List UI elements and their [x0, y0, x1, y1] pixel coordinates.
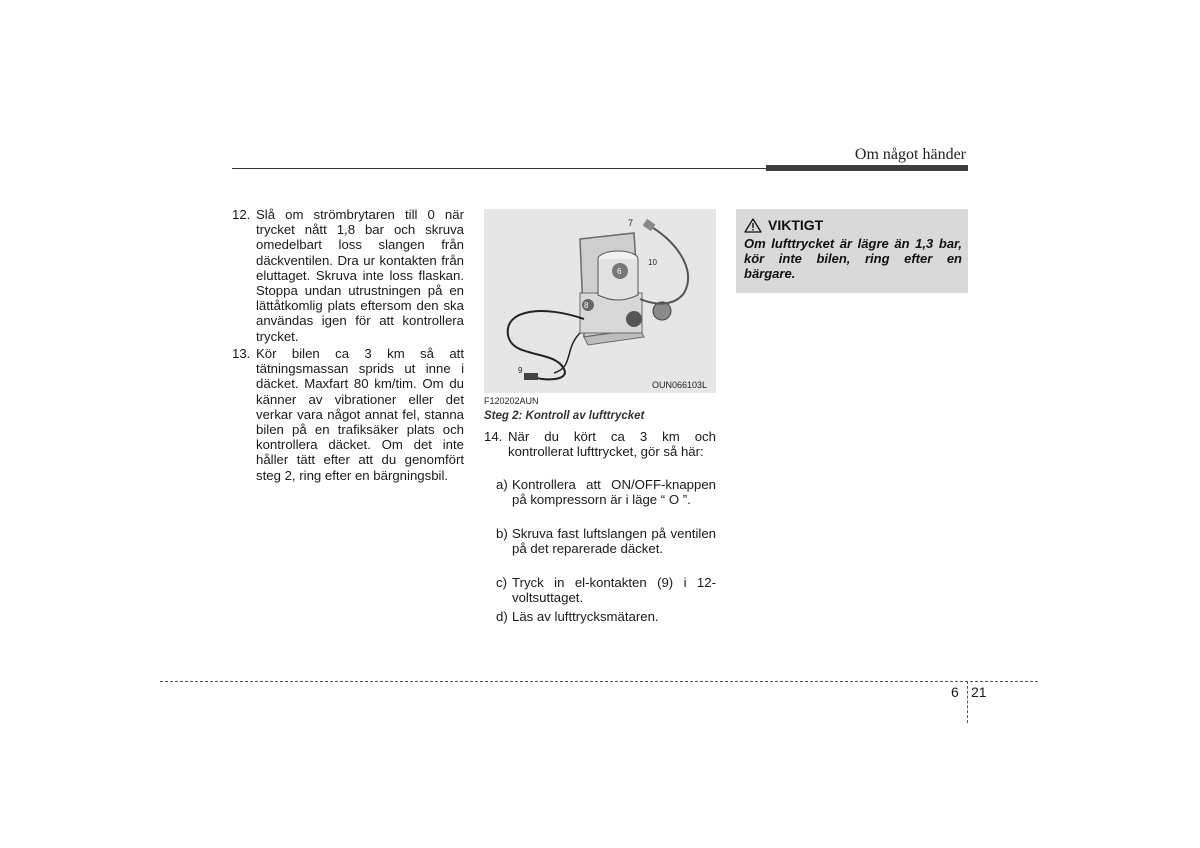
substep-text: Skruva fast luftslangen på ventilen på det reparerade däcket.: [512, 526, 716, 557]
step-number: 12.: [232, 207, 251, 222]
figure-code: OUN066103L: [652, 380, 708, 390]
substep-label: c): [496, 575, 507, 590]
substep-label: a): [496, 477, 508, 492]
callout-7: 7: [628, 218, 634, 228]
figure-reference-code: F120202AUN: [484, 396, 539, 406]
step-text: Kör bilen ca 3 km så att tätningsmassan sprids ut inne i däcket. Maxfart 80 km/tim. Om du känner av vibrationer eller det verkar vara något annat fel, stanna bilen på en trafiksäker plats och kontrollera däcket. Om det inte håller tätt efter att du genomfört steg 2, ring efter en bärgningsbil.: [256, 346, 464, 483]
warning-triangle-icon: [744, 218, 762, 233]
callout-6: 6: [617, 267, 622, 276]
substep-d: [496, 609, 716, 624]
step-text: När du kört ca 3 km och kontrollerat lufttrycket, gör så här:: [508, 429, 716, 460]
repair-kit-illustration: [484, 209, 716, 393]
substep-text: Tryck in el-kontakten (9) i 12-voltsuttaget.: [512, 575, 716, 606]
step-number: 14.: [484, 429, 503, 444]
repair-kit-figure: [484, 209, 716, 393]
substep-label: d): [496, 609, 508, 624]
step-12: [232, 207, 464, 344]
step-13: [232, 346, 464, 483]
callout-8: 8: [584, 301, 589, 310]
figure-caption: Steg 2: Kontroll av lufttrycket: [484, 410, 645, 422]
substep-text: Läs av lufttrycksmätaren.: [512, 609, 659, 624]
warning-box: [736, 209, 968, 293]
warning-header: [744, 217, 823, 233]
footer-rule: [160, 681, 1038, 682]
substep-b: [496, 526, 716, 556]
warning-title: VIKTIGT: [768, 217, 824, 233]
callout-9: 9: [518, 366, 523, 375]
substep-text: Kontrollera att ON/OFF-knappen på kompressorn är i läge “ O ”.: [512, 477, 716, 508]
substep-a: [496, 477, 716, 507]
page-number: 21: [971, 684, 987, 700]
footer-divider: [967, 681, 968, 723]
chapter-number: 6: [951, 684, 959, 700]
warning-text: Om lufttrycket är lägre än 1,3 bar, kör inte bilen, ring efter en bärgare.: [744, 236, 962, 281]
callout-10: 10: [648, 258, 657, 267]
header-rule-accent: [766, 165, 968, 171]
substep-c: [496, 575, 716, 605]
section-title: Om något händer: [854, 146, 966, 163]
step-number: 13.: [232, 346, 251, 361]
substep-label: b): [496, 526, 508, 541]
step-14: [484, 429, 716, 459]
step-text: Slå om strömbrytaren till 0 när trycket nått 1,8 bar och skruva omedelbart loss slangen från däckventilen. Dra ur kontakten från eluttaget. Skruva inte loss flaskan. Stoppa undan utrustningen på en lättåtkomlig plats eftersom den ska användas igen för att kontrollera trycket.: [256, 207, 464, 344]
